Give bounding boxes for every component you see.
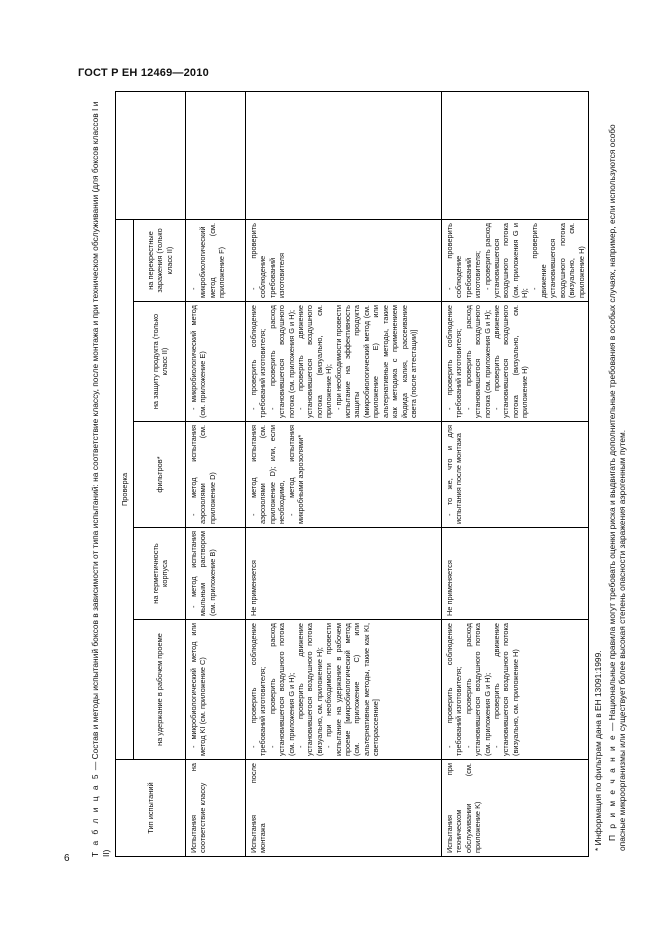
- table-cell: - метод испытания аэрозолями (см. приложение D): [186, 422, 246, 528]
- table-cell: - микробиологический метод (см. приложение E): [186, 302, 246, 422]
- table-cell-empty: [246, 91, 442, 219]
- header-empty: [116, 91, 186, 219]
- table-note-label: П р и м е ч а н и е: [606, 733, 617, 841]
- table-cell: - метод испытания мыльным раствором (см. приложение B): [186, 528, 246, 620]
- table-cell: Не применяется: [442, 528, 589, 620]
- table-cell: - микробиологический метод или метод KI (см. приложение C): [186, 620, 246, 760]
- row-type: Испытания при техническом обслуживании (см. приложение K): [442, 760, 589, 857]
- row-type: Испытания после монтажа: [246, 760, 442, 857]
- subheader-cross-contamination: на перекрестные заражения (только класс II): [134, 219, 186, 301]
- table-cell: - проверить соблюдение требований изготовителя; - проверить расход установившегося воздушного потока (см. приложения G и H); - проверить движение установившегося воздушного потока (визуально, см. приложение H); - при необходимости провести испытание на эффективность защиты продукта (микробиологический метод (см. приложение E) или альтернативные методы, такие как методика с применением йодида калия, рассеивание света (после аттестации)]: [246, 302, 442, 422]
- table-cell: - проверить соблюдение требований изготовителя; - проверить расход установившегося воздушного потока (см. приложения G и H); - проверить движение установившегося воздушного потока (визуально, см. приложение H): [442, 219, 589, 301]
- table-cell-empty: [442, 91, 589, 219]
- subheader-containment: на удержание в рабочем проеме: [134, 620, 186, 760]
- table-cell: - то же, что и для испытания после монтажа: [442, 422, 589, 528]
- table-cell: - проверить соблюдение требований изготовителя; - проверить расход установившегося воздушного потока (см. приложения G и H); - проверить движение установившегося воздушного потока (визуально, см. приложение H): [442, 620, 589, 760]
- table-cell: - проверить соблюдение требований изготовителя; - проверить расход установившегося воздушного потока (см. приложения G и H); - проверить движение установившегося воздушного потока (визуально, см. приложение H); - при необходимости провести испытание на удержание в рабочем проеме [микробиологический метод (см. приложение C) или альтернативные методы, такие как KI, светорассеяние]: [246, 620, 442, 760]
- test-methods-table: [115, 91, 589, 857]
- subheader-product-protection: на защиту продукта (только класс II): [134, 302, 186, 422]
- table-caption-label: Т а б л и ц а 5: [90, 772, 100, 857]
- table-footnote: * Информация по фильтрам дана в ЕН 13091:1999.: [593, 650, 604, 851]
- table-caption-text: — Состав и методы испытаний боксов в зависимости от типа испытаний: на соответствие классу, после монтажа и при техническом обслуживании (для боксов классов I и II): [90, 101, 111, 857]
- row-type: Испытания на соответствие классу: [186, 760, 246, 857]
- table-caption: [90, 92, 111, 857]
- subheader-filters: фильтров*: [134, 422, 186, 528]
- table-row: [186, 91, 246, 856]
- table-note: [607, 92, 628, 857]
- rotated-table-block: [90, 92, 628, 857]
- table-cell: - микробиологический метод (см. приложение F): [186, 219, 246, 301]
- table-note-text: — Национальные правила могут требовать оценки риска и выдвигать дополнительные требования в особых случаях, например, если используются особо опасные микроорганизмы или существует более высокая степень опасности заражения аэрогенным путем.: [606, 124, 628, 851]
- table-row: [442, 91, 589, 856]
- header-test-type: Тип испытаний: [116, 760, 186, 857]
- page-header: ГОСТ Р ЕН 12469—2010: [78, 67, 209, 79]
- table-cell: - метод испытания аэрозолями (см. приложение D); или, если необходимо, - метод испытания микробными аэрозолями*: [246, 422, 442, 528]
- page-number: 6: [64, 853, 70, 864]
- table-cell-empty: [186, 91, 246, 219]
- table-cell: - проверить соблюдение требований изготовителя: [246, 219, 442, 301]
- subheader-tightness: на герметичность корпуса: [134, 528, 186, 620]
- table-cell: Не применяется: [246, 528, 442, 620]
- header-check: Проверка: [116, 219, 134, 759]
- table-cell: - проверить соблюдение требований изготовителя; - проверить расход установившегося воздушного потока (см. приложения G и H); - проверить движение установившегося воздушного потока (визуально, см. приложение H): [442, 302, 589, 422]
- table-row: [246, 91, 442, 856]
